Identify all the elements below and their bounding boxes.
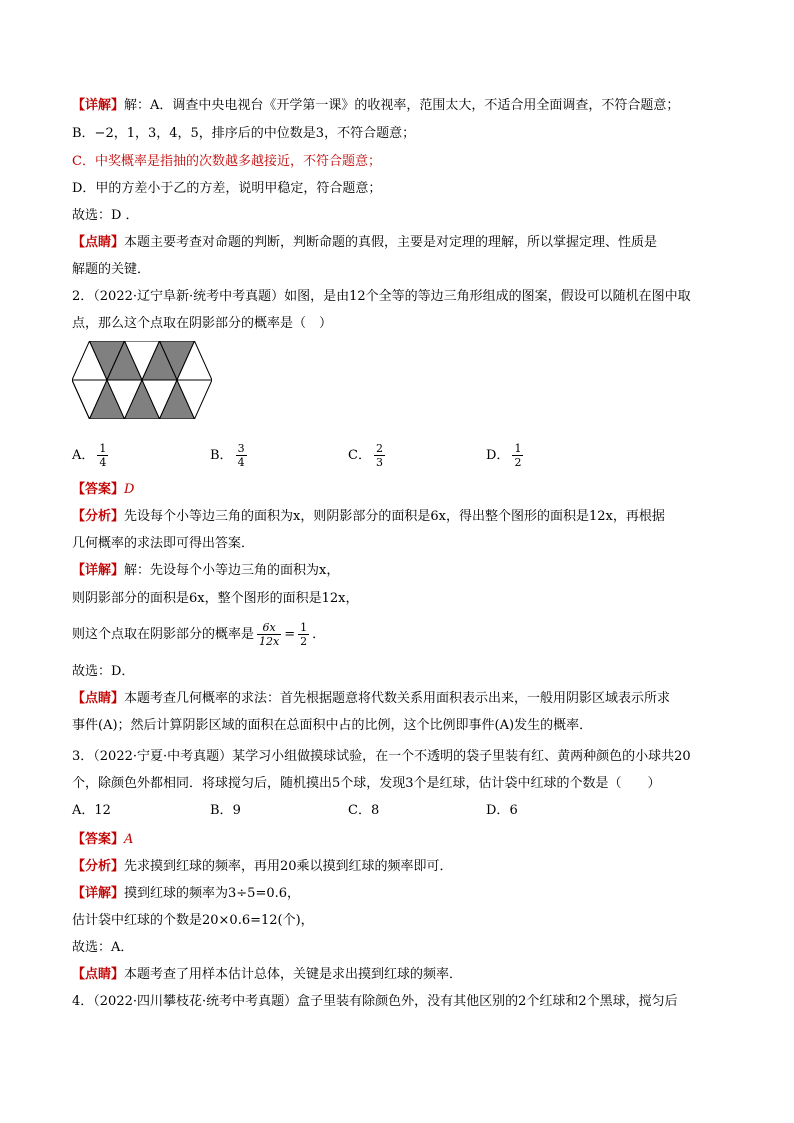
- denominator: 3: [375, 456, 383, 469]
- q1-detail: [72, 96, 679, 116]
- q3-option-b: [210, 801, 241, 821]
- q3-analysis: [72, 857, 453, 877]
- answer-value: A: [124, 832, 134, 847]
- q1-comment-2: 解题的关键．: [72, 262, 151, 277]
- option-letter: B．: [210, 803, 233, 818]
- comment-label: 【点睛】: [72, 691, 125, 706]
- detail-label: 【详解】: [72, 563, 125, 578]
- q3-comment: [72, 965, 462, 985]
- option-letter: C．: [348, 803, 371, 818]
- q3-comment-text: 本题考查了用样本估计总体，关键是求出摸到红球的频率．: [124, 967, 463, 982]
- option-letter: B．: [210, 448, 233, 463]
- triangle-pattern-figure: [72, 341, 212, 419]
- option-letter: C．: [348, 448, 371, 463]
- q3-analysis-text: 先求摸到红球的频率，再用20乘以摸到红球的频率即可．: [124, 859, 453, 874]
- option-value: 6: [509, 803, 518, 818]
- analysis-label: 【分析】: [72, 859, 125, 874]
- option-value: 12: [94, 803, 111, 818]
- q1-detail-text: 解：A．调查中央电视台《开学第一课》的收视率，范围太大，不适合用全面调查，不符合题意；: [124, 98, 680, 113]
- q2-detail-2: 则阴影部分的面积是6x，整个图形的面积是12x，: [72, 591, 359, 606]
- q2-detail-1: [72, 561, 339, 581]
- option-value: 8: [370, 803, 380, 818]
- option-letter: A．: [72, 448, 95, 463]
- q2-analysis-2: 几何概率的求法即可得出答案．: [72, 536, 255, 551]
- q2-stem-1: 2．（2022·辽宁阜新·统考中考真题）如图，是由12个全等的等边三角形组成的图案，假设可以随机在图中取: [72, 289, 691, 304]
- numerator: 3: [237, 442, 245, 455]
- q3-option-d: [486, 801, 518, 821]
- q2-option-a: [72, 442, 111, 469]
- q2-detail-3: [72, 620, 325, 650]
- answer-label: 【答案】: [72, 482, 125, 497]
- fraction: [257, 621, 281, 648]
- q1-comment-text: 本题主要考查对命题的判断，判断命题的真假，主要是对定理的理解，所以掌握定理、性质是: [124, 235, 658, 250]
- q1-choice: 故选：D ．: [72, 208, 139, 223]
- answer-value: D: [124, 482, 135, 497]
- numerator: 1: [99, 442, 107, 455]
- q1-c-line: C．中奖概率是指抽的次数越多越接近，不符合题意；: [72, 154, 381, 169]
- q3-stem-2: 个，除颜色外都相同．将球搅匀后，随机摸出5个球，发现3个是红球，估计袋中红球的个数是（ ）: [72, 776, 661, 791]
- numerator: 1: [514, 442, 522, 455]
- denominator: 2: [300, 635, 308, 648]
- detail-label: 【详解】: [72, 98, 125, 113]
- q2-comment-1: [72, 689, 670, 709]
- q2-analysis-1: [72, 507, 665, 527]
- equals-sign: =: [284, 627, 296, 642]
- q2-analysis-text: 先设每个小等边三角的面积为x，则阴影部分的面积是6x，得出整个图形的面积是12x，再根据: [124, 509, 665, 524]
- q3-detail-2: 估计袋中红球的个数是20×0.6=12(个)，: [72, 913, 314, 928]
- fraction: [374, 442, 385, 469]
- denominator: 4: [237, 456, 245, 469]
- answer-label: 【答案】: [72, 832, 125, 847]
- fraction: [236, 442, 247, 469]
- q1-comment-1: [72, 233, 657, 253]
- q1-d-line: D．甲的方差小于乙的方差，说明甲稳定，符合题意；: [72, 181, 382, 196]
- option-letter: D．: [486, 448, 510, 463]
- q1-b-line: B．−2，1，3，4，5，排序后的中位数是3，不符合题意；: [72, 126, 416, 141]
- numerator: 1: [300, 621, 308, 634]
- comment-label: 【点睛】: [72, 967, 125, 982]
- fraction: [97, 442, 108, 469]
- numerator: 2: [375, 442, 383, 455]
- option-letter: A．: [72, 803, 95, 818]
- analysis-label: 【分析】: [72, 509, 125, 524]
- detail-label: 【详解】: [72, 886, 125, 901]
- q3-option-a: [72, 801, 111, 821]
- q2-detail-text: 解：先设每个小等边三角的面积为x，: [124, 563, 340, 578]
- q2-choice: 故选：D．: [72, 664, 135, 679]
- q3-answer: [72, 830, 133, 850]
- q2-option-c: [348, 442, 388, 469]
- q3-option-c: [348, 801, 379, 821]
- q4-stem-1: 4．（2022·四川攀枝花·统考中考真题）盒子里装有除颜色外，没有其他区别的2个红球和2个黑球，搅匀后: [72, 994, 678, 1009]
- q3-stem-1: 3．（2022·宁夏·中考真题）某学习小组做摸球试验，在一个不透明的袋子里装有红、黄两种颜色的小球共20: [72, 749, 691, 764]
- option-value: 9: [232, 803, 241, 818]
- q2-option-b: [210, 442, 250, 469]
- fraction: [298, 621, 309, 648]
- numerator: 6x: [257, 621, 281, 635]
- option-letter: D．: [486, 803, 510, 818]
- fraction: [512, 442, 523, 469]
- q3-choice: 故选：A．: [72, 940, 134, 955]
- comment-label: 【点睛】: [72, 235, 125, 250]
- q3-detail-1: [72, 884, 300, 904]
- q2-answer: [72, 480, 134, 500]
- q3-detail-text: 摸到红球的频率为3÷5=0.6，: [124, 886, 301, 901]
- q2-stem-2: 点，那么这个点取在阴影部分的概率是（ ）: [72, 316, 333, 331]
- denominator: 12x: [259, 635, 280, 648]
- denominator: 4: [99, 456, 107, 469]
- q2-detail-3-text: 则这个点取在阴影部分的概率是: [72, 627, 255, 642]
- q2-comment-2: 事件(A)；然后计算阴影区域的面积在总面积中占的比例，这个比例即事件(A)发生的概率．: [72, 718, 593, 733]
- period: ．: [312, 627, 326, 642]
- denominator: 2: [514, 456, 522, 469]
- q2-option-d: [486, 442, 526, 469]
- q2-comment-text: 本题考查几何概率的求法：首先根据题意将代数关系用面积表示出来，一般用阴影区域表示所求: [124, 691, 671, 706]
